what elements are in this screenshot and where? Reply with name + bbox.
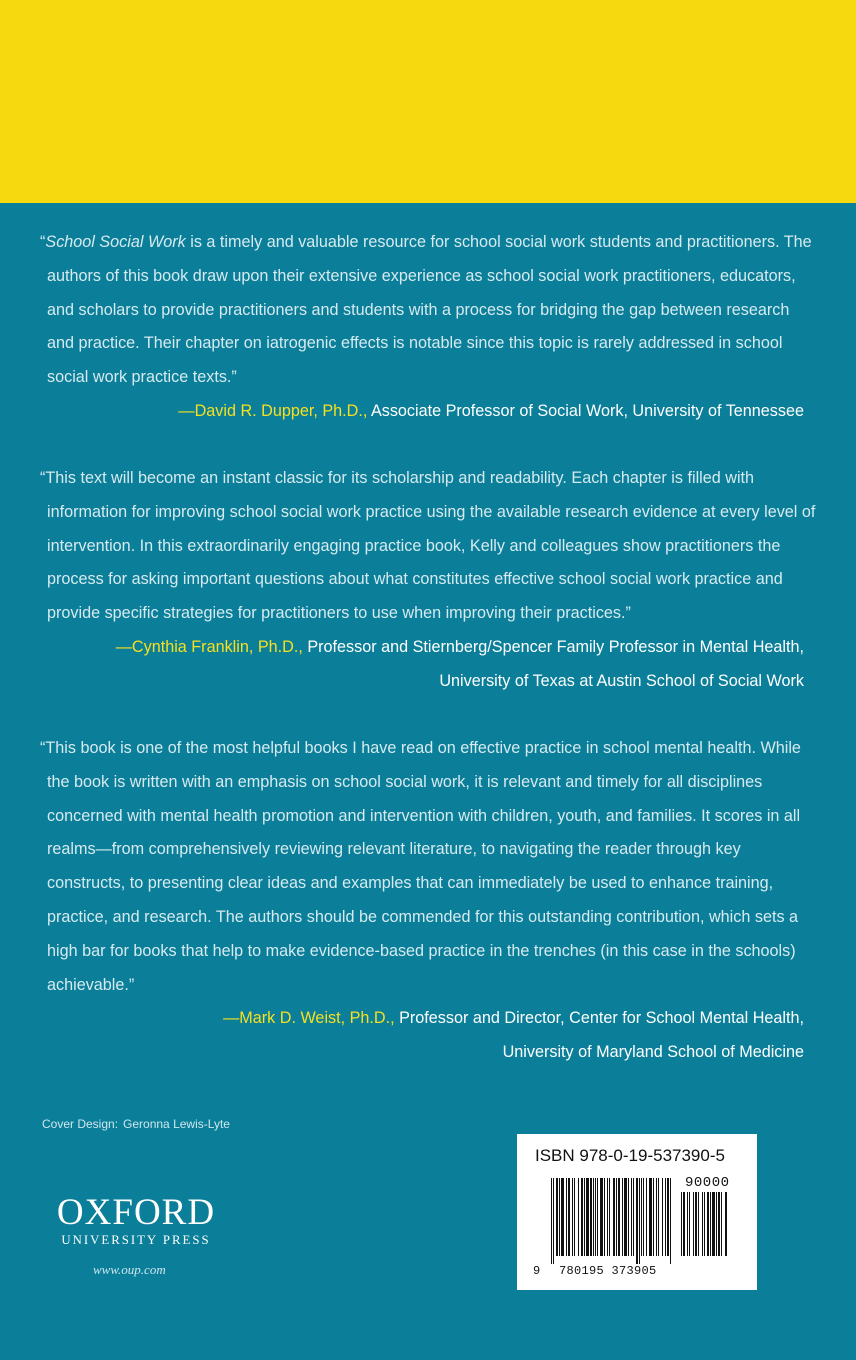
attribution-line-2	[40, 665, 820, 699]
publisher-name: OXFORD	[56, 1192, 216, 1233]
book-title: School Social Work	[45, 233, 186, 251]
quote-body: “This book is one of the most helpful books I have read on effective practice in school mental health. While the book is written with an emphasis on school social work, it is relevant and timely for all disciplines concerned with mental health promotion and intervention with children, youth, and families. It scores in all realms—from comprehensively reviewing relevant literature, to navigating the reader through key constructs, to presenting clear ideas and examples that can immediately be used to enhance training, practice, and research. The authors should be commended for this outstanding contribution, which sets a high bar for books that help to make evidence-based practice in the trenches (in this case in the schools) achievable.”	[40, 739, 801, 994]
attribution-line-2	[40, 1036, 820, 1070]
attribution-institution: University of Maryland School of Medicine	[502, 1043, 804, 1062]
attribution-affiliation: Professor and Director, Center for School Mental Health,	[399, 1009, 804, 1028]
quote-dupper: “School Social Work is a timely and valuable resource for school social work students and practitioners. The authors of this book draw upon their extensive experience as school social work practitioners, educators, and scholars to provide practitioners and students with a process for bridging the gap between research and practice. Their chapter on iatrogenic effects is notable since this topic is rarely addressed in school social work practice texts.” —David R. Dupper, Ph.D., Associate Professor of Social Work, University of Tennessee	[40, 226, 820, 429]
attribution	[40, 1002, 820, 1036]
credit-label: Cover Design:	[42, 1117, 119, 1131]
isbn-label: ISBN 978-0-19-537390-5	[535, 1146, 725, 1165]
oxford-logo	[50, 1193, 222, 1248]
quote-body: “This text will become an instant classic for its scholarship and readability. Each chapter is filled with information for improving school social work practice using the available research evidence at every level of intervention. In this extraordinarily engaging practice book, Kelly and colleagues show practitioners the process for asking important questions about what constitutes effective school social work practice and provide specific strategies for practitioners to use when improving their practices.”	[40, 469, 816, 623]
cover-design-credit	[42, 1117, 230, 1131]
attribution-name: —David R. Dupper, Ph.D.,	[178, 401, 368, 420]
barcode-digits: 780195 373905	[559, 1264, 657, 1278]
publisher-subtitle: UNIVERSITY PRESS	[61, 1233, 211, 1247]
ean-barcode	[551, 1178, 671, 1264]
publisher-url: www.oup.com	[93, 1262, 166, 1277]
attribution-affiliation: Associate Professor of Social Work, University of Tennessee	[370, 401, 804, 420]
credit-name: Geronna Lewis-Lyte	[123, 1117, 230, 1131]
attribution	[40, 395, 820, 429]
yellow-header-band	[0, 0, 856, 203]
attribution	[40, 631, 820, 665]
quote-weist	[40, 732, 820, 1070]
quote-franklin	[40, 462, 820, 699]
attribution-name: —Mark D. Weist, Ph.D.,	[223, 1009, 395, 1028]
attribution-institution: University of Texas at Austin School of Social Work	[439, 671, 804, 690]
attribution-affiliation: Professor and Stiernberg/Spencer Family Professor in Mental Health,	[307, 637, 804, 656]
isbn-barcode-box	[517, 1134, 757, 1290]
attribution-name: —Cynthia Franklin, Ph.D.,	[115, 637, 303, 656]
quote-body: is a timely and valuable resource for school social work students and practitioners. The authors of this book draw upon their extensive experience as school social work practitioners, educators, and scholars to provide practitioners and students with a process for bridging the gap between research and practice. Their chapter on iatrogenic effects is notable since this topic is rarely addressed in school social work practice texts.”	[47, 233, 812, 387]
price-code: 90000	[685, 1175, 730, 1191]
addon-barcode	[681, 1192, 741, 1278]
barcode-lead-digit: 9	[533, 1264, 541, 1278]
